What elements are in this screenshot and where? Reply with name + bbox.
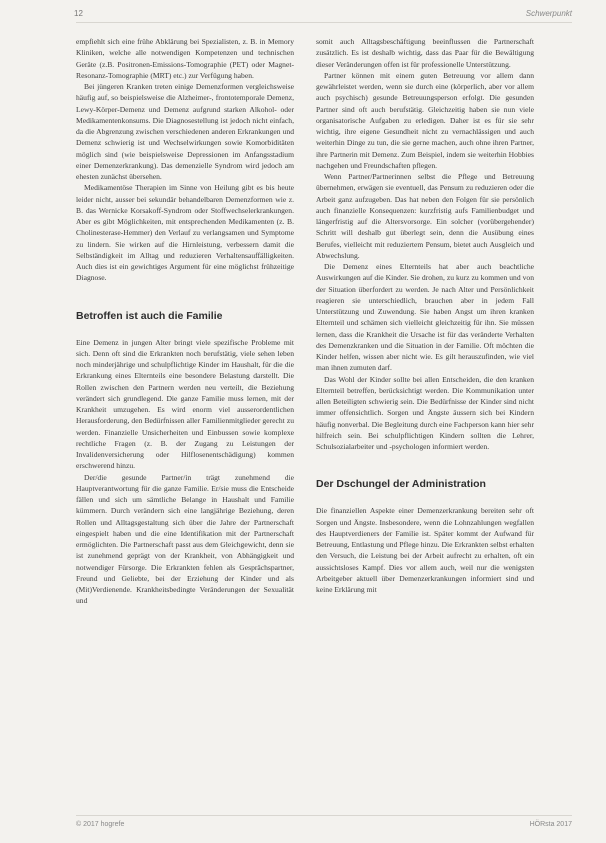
footer-copyright: © 2017 hogrefe	[76, 821, 125, 828]
header-rule	[76, 22, 572, 23]
running-head: Schwerpunkt	[525, 9, 572, 18]
paragraph: Wenn Partner/Partnerinnen selbst die Pflege und Betreuung übernehmen, erwägen sie eventuell, das Pensum zu reduzieren oder die Arbeit ganz aufzugeben. Das hat neben den Folgen für sie persönlich auch finanzielle Konsequenzen: kurzfristig aufs Familienbudget und längerfristig auf die Altersvorsorge. Ein solcher (vorübergehender) Schritt will deshalb gut überlegt sein, denn die Ausübung eines Berufes, vielleicht mit reduziertem Pensum, bietet auch Ausgleich und Abwechslung.	[316, 172, 534, 260]
paragraph: Die Demenz eines Elternteils hat aber auch beachtliche Auswirkungen auf die Kinder. Sie drohen, zu kurz zu kommen und von der Situation überfordert zu werden. Je nach Alter und Persönlichkeit reagieren sie unterschiedlich, brauchen aber in jedem Fall Unterstützung und Zuwendung. Sie haben Angst um ihren kranken Elternteil und schämen sich vielleicht gleichzeitig für ihn. Sie müssen lernen, dass die Krankheit die Ursache ist für das veränderte Verhalten des Demenzkranken und die Situation in der Familie. Oft möchten die Kinder helfen, wissen aber nicht wie. Es gilt herauszufinden, wie viel man ihnen zumuten darf.	[316, 262, 534, 373]
paragraph: empfiehlt sich eine frühe Abklärung bei Spezialisten, z. B. in Memory Kliniken, welche alle notwendigen Kompetenzen und technischen Geräte (z.B. Positronen-Emissions-Tomographie (PET) oder Magnet-Resonanz-Tomographie (MRT) etc.) zur Verfügung haben.	[76, 37, 294, 80]
footer-issue: HÖRsta 2017	[529, 821, 572, 828]
section-heading: Der Dschungel der Administration	[316, 478, 486, 491]
paragraph: Das Wohl der Kinder sollte bei allen Entscheiden, die den kranken Elternteil betreffen, berücksichtigt werden. Die Kommunikation unter allen Beteiligten schwierig sein. Die Bedürfnisse der Kinder sind nicht immer offensichtlich. Sorgen und Ängste äussern sich bei Kindern häufig nonverbal. Die Begleitung durch eine Fachperson kann hier sehr hilfreich sein. Bei schulpflichtigen Kindern sollten die Lehrer, Schulsozialarbeiter und -psychologen informiert werden.	[316, 374, 534, 451]
paragraph: Bei jüngeren Kranken treten einige Demenzformen vergleichsweise häufig auf, so beispielsweise die Alzheimer-, frontotemporale Demenz, Lewy-Körper-Demenz und Demenz aufgrund starken Alkohol- oder Medikamentenkonsums. Die Diagnosestellung ist jedoch nicht einfach, da die Abgrenzung zwischen verschiedenen anderen Erkrankungen und Demenz schwierig ist und Wechselwirkungen sowie Komorbiditäten möglich sind (wie beispielsweise Depressionen im Anfangsstadium einer Demenzerkrankung). Das demenzielle Syndrom wird jedoch am ehesten zunächst übersehen.	[76, 82, 294, 181]
paragraph: Der/die gesunde Partner/in trägt zunehmend die Hauptverantwortung für die ganze Familie. Er/sie muss die Entscheide fällen und sich um sämtliche Belange in Haushalt und Familie kümmern. Durch verändern sich eine langjährige Beziehung, deren Rollen und Alltagsgestaltung sich über die Jahre der Partnerschaft eingespielt haben und die eine Identifikation mit der Partnerschaft ermöglichten. Die Partnerschaft passt aus dem Gleichgewicht, denn sie ist zunehmend geprägt von der Krankheit, von Abhängigkeit und notwendiger Fürsorge. Die Erkrankten fehlen als Gesprächspartner, Freund und Geliebte, bei der Erziehung der Kinder und als (Mit)Verdienende. Krankheitsbedingte Veränderungen der Sexualität und	[76, 472, 294, 606]
paragraph: somit auch Alltagsbeschäftigung beeinflussen die Partnerschaft zusätzlich. Es ist deshalb wichtig, dass das Paar für die Bewältigung dieser Veränderungen offen ist für professionelle Unterstützung.	[316, 37, 534, 69]
paragraph: Medikamentöse Therapien im Sinne von Heilung gibt es bis heute leider nicht, ausser bei sekundär behandelbaren Demenzformen wie z. B. das Wernicke Korsakoff-Syndrom oder Stoffwechselerkrankungen. Aber es gibt Möglichkeiten, mit entsprechenden Medikamenten (z. B. Cholinesterase-Hemmer) den Verlauf zu verlangsamen und Symptome zu lindern. Sie wirken auf die Hirnleistung, verbessern damit die Selbständigkeit im Alltag und reduzieren Verhaltensauffälligkeiten. Auch dies ist ein gewichtiges Argument für eine möglichst frühzeitige Diagnose.	[76, 183, 294, 283]
footer-rule	[76, 815, 572, 816]
paragraph: Partner können mit einem guten Betreuung vor allem dann gewährleistet werden, wenn sie durch eine (körperlich, aber vor allem auch psychisch) gesunde Betreuungsperson erfolgt. Die gesunden Partner sind oft auch berufstätig. Gleichzeitig haben sie nun viele organisatorische Aufgaben zu erledigen. Daher ist es für sie sehr wichtig, ihre eigene Gesundheit nicht zu vernachlässigen und auch weiterhin Dinge zu tun, die sie gerne machen, auch ohne ihren Partner, ihre Partnerin mit Demenz. Zum Beispiel, indem sie weiterhin Hobbies nachgehen und Freundschaften pflegen.	[316, 70, 534, 170]
right-column	[316, 36, 534, 595]
paragraph: Die finanziellen Aspekte einer Demenzerkrankung bereiten sehr oft Sorgen und Ängste. Insbesondere, wenn die Lohnzahlungen wegfallen des Hauptverdieners der Familie ist. Später kommt der Aufwand für Betreuung, Entlastung und Pflege hinzu. Die Erkrankten selbst erhalten den Versuch, die Leistung bei der Arbeit aufrecht zu erhalten, oft ein aussichtsloses Kampf. Dies vor allem auch, weil nur die wenigsten Arbeitgeber aktuell über Demenzerkrankungen informiert sind und keine Erklärung mit	[316, 506, 534, 594]
paragraph: Eine Demenz in jungen Alter bringt viele spezifische Probleme mit sich. Denn oft sind die Erkrankten noch berufstätig, viele sehen leben noch minderjährige und schulpflichtige Kinder im Haushalt, für die die Erkrankung eines Elternteils eine besondere Belastung darstellt. Die Rollen zwischen den Partnern werden neu verteilt, die Beziehung verändert sich grundlegend. Die ganze Familie muss lernen, mit der Krankheit umzugehen. Es wird enorm viel ausserordentlichen Herausforderung, den Bedürfnissen aller Familienmitglieder gerecht zu werden. Finanzielle Unsicherheiten und Einbussen sowie komplexe rechtliche Fragen (z. B. der Zugang zu Leistungen der Invalidenversicherung oder Hilflosenentschädigung) kommen erschwerend hinzu.	[76, 337, 294, 471]
left-column	[76, 36, 294, 607]
section-heading: Betroffen ist auch die Familie	[76, 309, 223, 322]
page-number: 12	[74, 9, 83, 18]
